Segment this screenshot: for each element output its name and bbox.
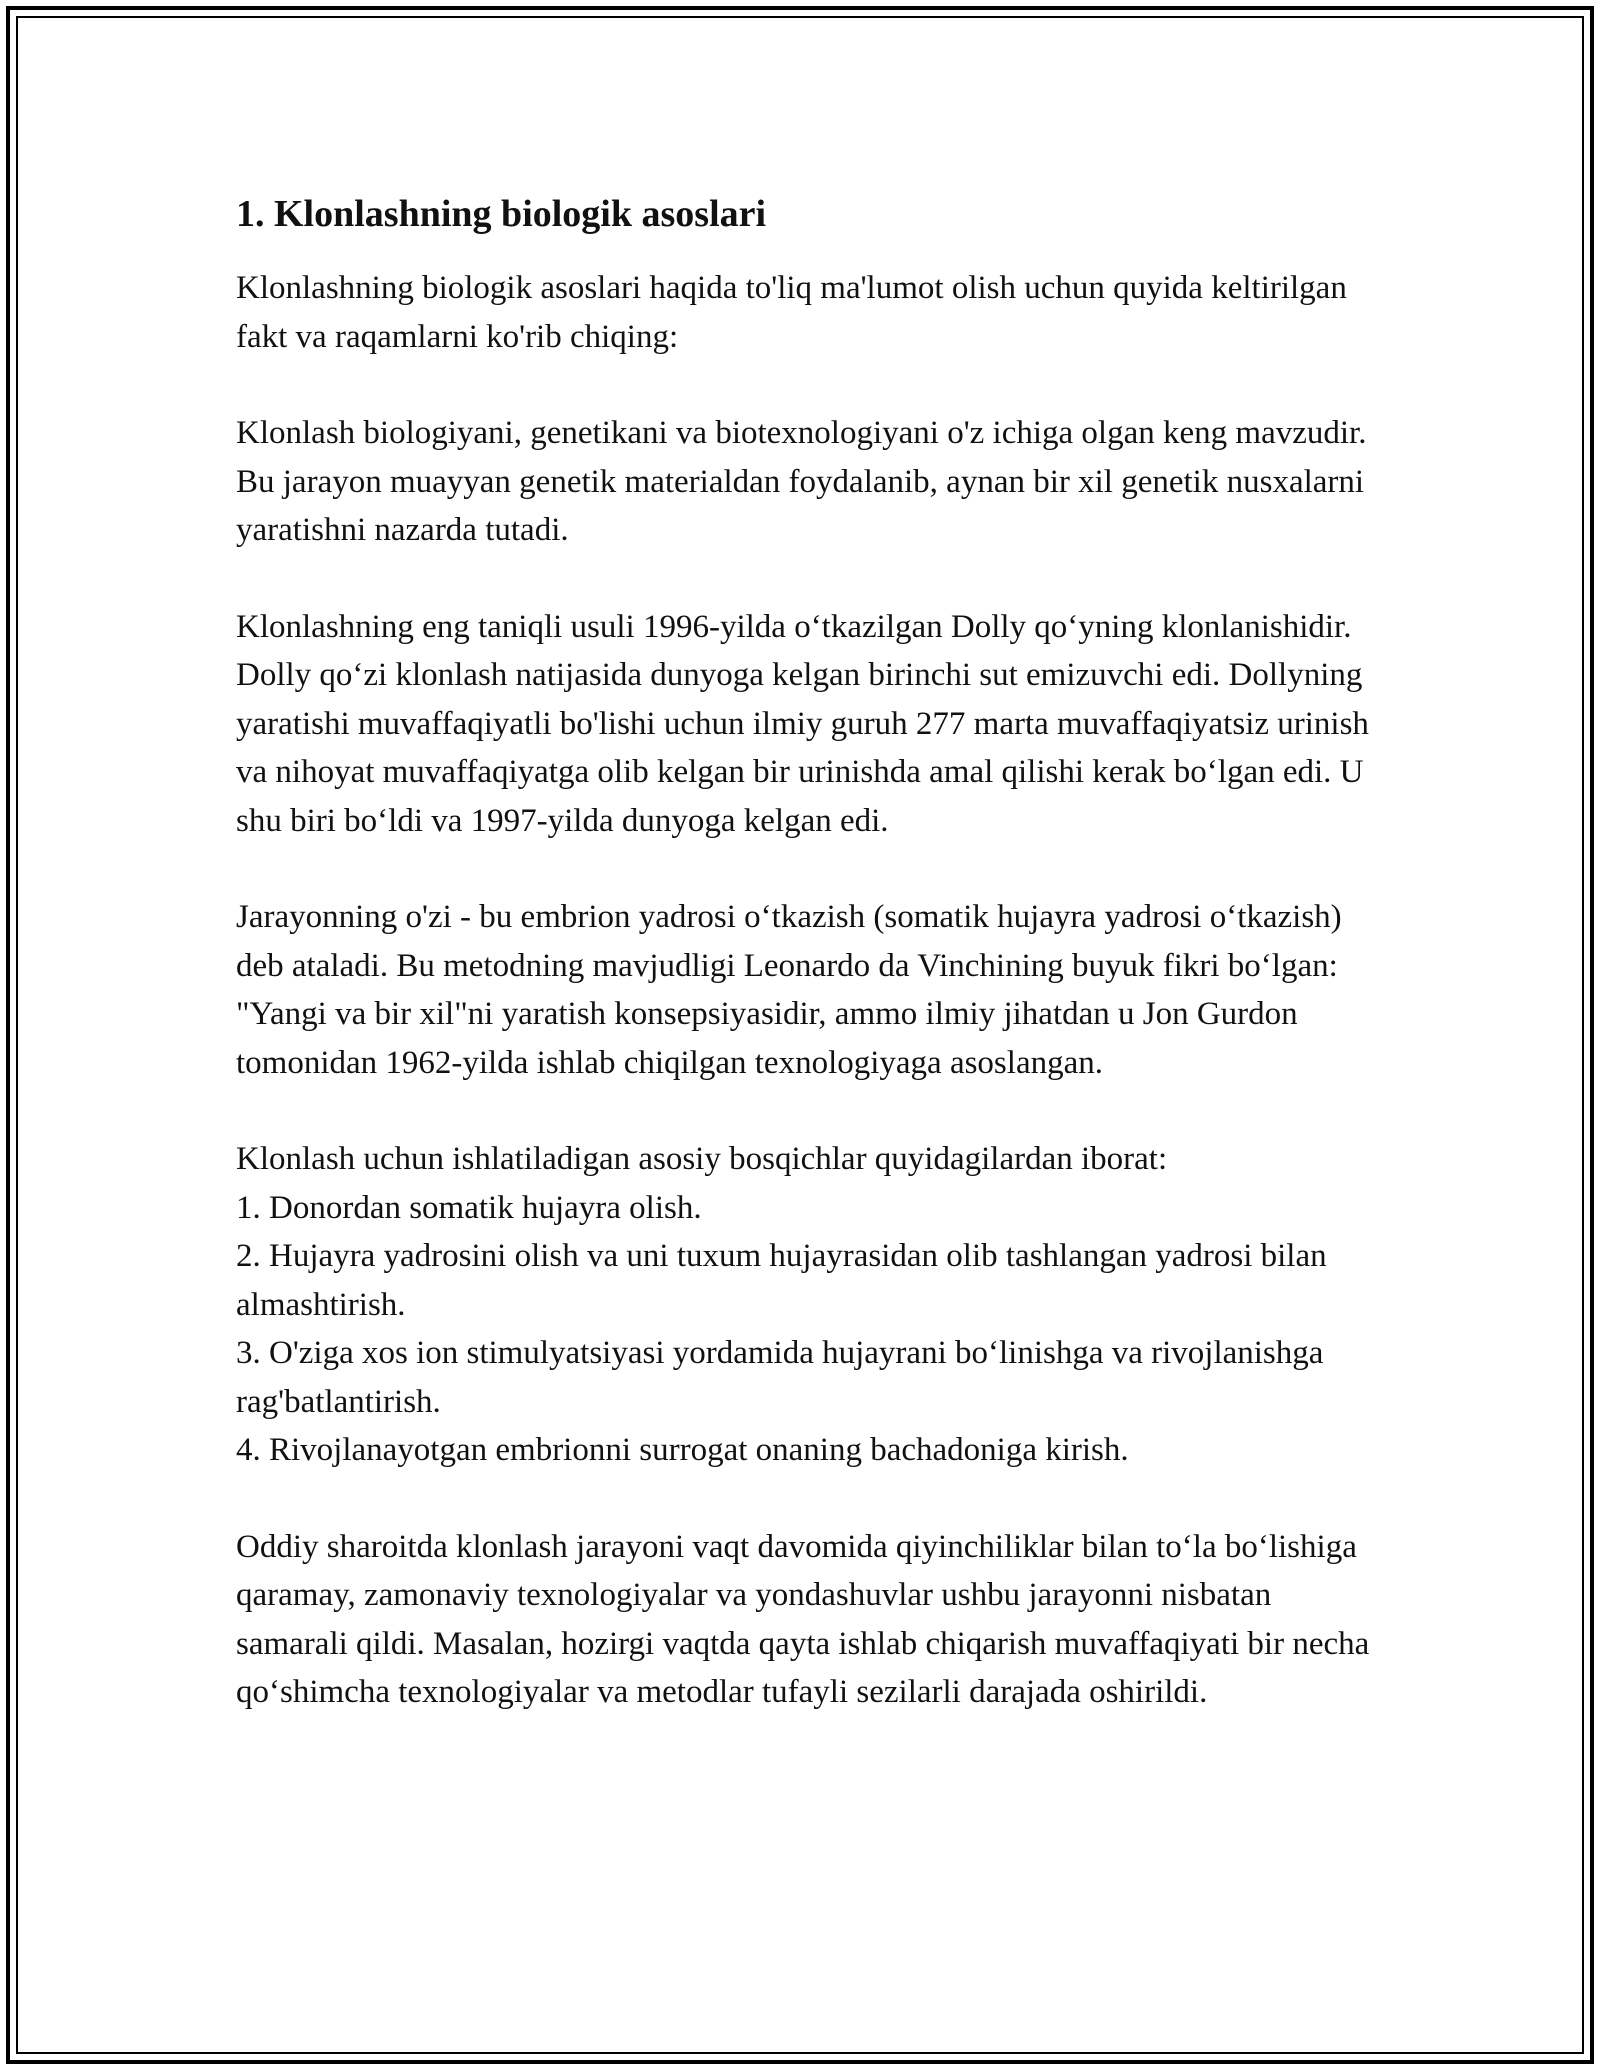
dolly-paragraph: Klonlashning eng taniqli usuli 1996-yilda o‘tkazilgan Dolly qo‘yning klonlanishidir. Dolly qo‘zi klonlash natijasida dunyoga kelgan birinchi sut emizuvchi edi. Dollyning yaratishi muvaffaqiyatli bo'lishi uchun ilmiy guruh 277 marta muvaffaqiyatsiz urinish va nihoyat muvaffaqiyatga olib kelgan bir urinishda amal qilishi kerak bo‘lgan edi. U shu biri bo‘ldi va 1997-yilda dunyoga kelgan edi. bbox=[236, 608, 1369, 839]
definition-paragraph: Klonlash biologiyani, genetikani va biotexnologiyani o'z ichiga olgan keng mavzudir. Bu jarayon muayyan genetik materialdan foydalanib, aynan bir xil genetik nusxalarni yaratishni nazarda tutadi. bbox=[236, 415, 1367, 548]
intro-paragraph: Klonlashning biologik asoslari haqida to'liq ma'lumot olish uchun quyida keltirilgan fakt va raqamlarni ko'rib chiqing: bbox=[236, 270, 1347, 355]
document-body bbox=[236, 186, 1386, 1765]
step-item: 2. Hujayra yadrosini olish va uni tuxum hujayrasidan olib tashlangan yadrosi bilan almashtirish. bbox=[236, 1238, 1327, 1323]
steps-list bbox=[236, 1135, 1386, 1475]
step-item: 4. Rivojlanayotgan embrionni surrogat onaning bachadoniga kirish. bbox=[236, 1432, 1129, 1468]
step-item: 1. Donordan somatik hujayra olish. bbox=[236, 1189, 702, 1226]
method-paragraph: Jarayonning o'zi - bu embrion yadrosi o‘tkazish (somatik hujayra yadrosi o‘tkazish) deb ataladi. Bu metodning mavjudligi Leonardo da Vinchining buyuk fikri bo‘lgan: "Yangi va bir xil"ni yaratish konsepsiyasidir, ammo ilmiy jihatdan u Jon Gurdon tomonidan 1962-yilda ishlab chiqilgan texnologiyaga asoslangan. bbox=[236, 899, 1342, 1081]
section-heading: 1. Klonlashning biologik asoslari bbox=[236, 193, 767, 235]
step-item: 3. O'ziga xos ion stimulyatsiyasi yordamida hujayrani bo‘linishga va rivojlanishga rag'batlantirish. bbox=[236, 1335, 1324, 1420]
steps-intro: Klonlash uchun ishlatiladigan asosiy bosqichlar quyidagilardan iborat: bbox=[236, 1141, 1168, 1177]
conclusion-paragraph: Oddiy sharoitda klonlash jarayoni vaqt davomida qiyinchiliklar bilan to‘la bo‘lishiga qaramay, zamonaviy texnologiyalar va yondashuvlar ushbu jarayonni nisbatan samarali qildi. Masalan, hozirgi vaqtda qayta ishlab chiqarish muvaffaqiyati bir necha qo‘shimcha texnologiyalar va metodlar tufayli sezilarli darajada oshirildi. bbox=[236, 1528, 1370, 1710]
